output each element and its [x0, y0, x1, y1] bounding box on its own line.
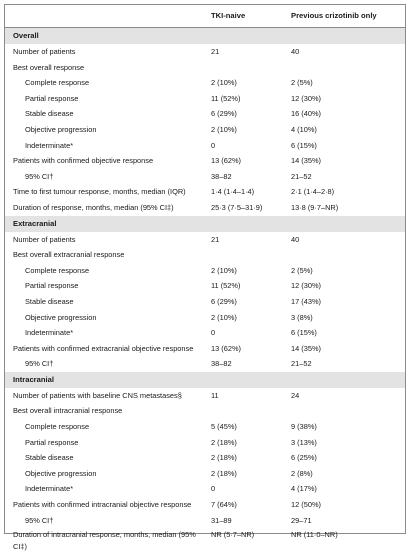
table-row	[5, 497, 405, 513]
row-label: Partial response	[25, 437, 79, 447]
cell-previous-crizotinib: 4 (10%)	[291, 124, 317, 134]
section-header-intracranial	[5, 372, 405, 388]
row-label: Objective progression	[25, 312, 97, 322]
table-row	[5, 184, 405, 200]
cell-previous-crizotinib: 2 (8%)	[291, 468, 313, 478]
row-label: Complete response	[25, 265, 90, 275]
table-body	[5, 28, 405, 554]
table-row	[5, 106, 405, 122]
cell-tki-naive: 6 (29%)	[211, 109, 237, 119]
table-row	[5, 419, 405, 435]
cell-tki-naive: 21	[211, 234, 220, 244]
row-label: Indeterminate*	[25, 140, 74, 150]
table-row	[5, 356, 405, 372]
cell-tki-naive: 1·4 (1·4–1·4)	[211, 187, 255, 197]
cell-tki-naive: 6 (29%)	[211, 296, 237, 306]
cell-previous-crizotinib: 21–52	[291, 359, 312, 369]
cell-previous-crizotinib: 29–71	[291, 515, 312, 525]
cell-previous-crizotinib: 12 (30%)	[291, 93, 321, 103]
table-row	[5, 513, 405, 529]
table-row	[5, 122, 405, 138]
row-label: Time to first tumour response, months, median (IQR)	[13, 187, 186, 197]
table-row	[5, 278, 405, 294]
row-label: Stable disease	[25, 296, 74, 306]
cell-tki-naive: 7 (64%)	[211, 500, 237, 510]
cell-tki-naive: 25·3 (7·5–31·9)	[211, 202, 263, 212]
table-row	[5, 435, 405, 451]
cell-tki-naive: 0	[211, 328, 216, 338]
table-row	[5, 294, 405, 310]
table-row	[5, 388, 405, 404]
row-label: Partial response	[25, 281, 79, 291]
cell-previous-crizotinib: NR (11·0–NR)	[291, 530, 338, 540]
table-row	[5, 153, 405, 169]
cell-tki-naive: 5 (45%)	[211, 422, 237, 432]
cell-tki-naive: 11	[211, 390, 219, 400]
cell-previous-crizotinib: 13·8 (9·7–NR)	[291, 202, 339, 212]
cell-tki-naive: 2 (18%)	[211, 453, 237, 463]
cell-previous-crizotinib: 6 (25%)	[291, 453, 317, 463]
table-row	[5, 232, 405, 248]
row-label: 95% CI†	[25, 359, 54, 369]
cell-previous-crizotinib: 9 (38%)	[291, 422, 317, 432]
row-label: Patients with confirmed intracranial objective response	[13, 500, 192, 510]
table-row	[5, 138, 405, 154]
row-label: Number of patients	[13, 47, 76, 56]
cell-tki-naive: 0	[211, 484, 216, 494]
row-label: Best overall response	[13, 62, 85, 72]
section-title: Intracranial	[13, 374, 54, 384]
cell-previous-crizotinib: 40	[291, 234, 300, 244]
cell-tki-naive: 2 (10%)	[211, 265, 237, 275]
cell-previous-crizotinib: 3 (13%)	[291, 437, 317, 447]
cell-tki-naive: 2 (10%)	[211, 78, 237, 88]
table-row	[5, 325, 405, 341]
row-label: Complete response	[25, 78, 90, 88]
table-row	[5, 169, 405, 185]
cell-tki-naive: NR (5·7–NR)	[211, 530, 255, 540]
results-table	[4, 4, 406, 552]
row-label: Objective progression	[25, 124, 97, 134]
row-label: 95% CI†	[25, 171, 54, 181]
table-row	[5, 60, 405, 76]
cell-tki-naive: 38–82	[211, 359, 232, 369]
table-row	[5, 450, 405, 466]
cell-previous-crizotinib: 14 (35%)	[291, 343, 321, 353]
cell-tki-naive: 2 (18%)	[211, 468, 237, 478]
cell-previous-crizotinib: 17 (43%)	[291, 296, 321, 306]
cell-previous-crizotinib: 2·1 (1·4–2·8)	[291, 187, 335, 197]
table-header	[5, 5, 405, 28]
cell-tki-naive: 13 (62%)	[211, 343, 241, 353]
table-row	[5, 310, 405, 326]
row-label: Number of patients	[13, 234, 76, 244]
row-label: Objective progression	[25, 468, 97, 478]
section-header-extracranial	[5, 216, 405, 232]
cell-previous-crizotinib: 6 (15%)	[291, 328, 317, 338]
cell-previous-crizotinib: 2 (5%)	[291, 265, 313, 275]
section-header-overall	[5, 28, 405, 44]
header-col-previous-crizotinib: Previous crizotinib only	[291, 11, 377, 20]
cell-tki-naive: 11 (52%)	[211, 281, 241, 291]
table-row	[5, 263, 405, 279]
row-label: Number of patients with baseline CNS metastases§	[13, 390, 182, 400]
row-label: Complete response	[25, 422, 90, 432]
table-row	[5, 200, 405, 216]
row-label: Indeterminate*	[25, 484, 74, 494]
row-label: Patients with confirmed objective response	[13, 156, 154, 166]
cell-previous-crizotinib: 40	[291, 47, 300, 56]
header-col-tki-naive: TKI-naive	[211, 11, 246, 20]
cell-tki-naive: 2 (10%)	[211, 312, 237, 322]
table-row	[5, 75, 405, 91]
cell-previous-crizotinib: 6 (15%)	[291, 140, 317, 150]
row-label: Duration of intracranial response, months, median (95% CI‡)	[13, 530, 196, 552]
cell-previous-crizotinib: 21–52	[291, 171, 312, 181]
cell-previous-crizotinib: 14 (35%)	[291, 156, 321, 166]
table-row	[5, 403, 405, 419]
cell-previous-crizotinib: 12 (50%)	[291, 500, 321, 510]
table-row	[5, 481, 405, 497]
cell-previous-crizotinib: 12 (30%)	[291, 281, 321, 291]
row-label: Best overall extracranial response	[13, 250, 125, 260]
table-row	[5, 91, 405, 107]
cell-previous-crizotinib: 24	[291, 390, 300, 400]
table-row	[5, 341, 405, 357]
cell-tki-naive: 11 (52%)	[211, 93, 241, 103]
table-row	[5, 247, 405, 263]
row-label: Stable disease	[25, 109, 74, 119]
row-label: Patients with confirmed extracranial objective response	[13, 343, 194, 353]
row-label: Stable disease	[25, 453, 74, 463]
cell-tki-naive: 2 (18%)	[211, 437, 237, 447]
row-label: Best overall intracranial response	[13, 406, 123, 416]
cell-tki-naive: 21	[211, 47, 220, 56]
cell-tki-naive: 13 (62%)	[211, 156, 241, 166]
row-label: Duration of response, months, median (95% CI‡)	[13, 202, 174, 212]
cell-previous-crizotinib: 3 (8%)	[291, 312, 313, 322]
table-row	[5, 466, 405, 482]
cell-tki-naive: 0	[211, 140, 216, 150]
cell-previous-crizotinib: 16 (40%)	[291, 109, 321, 119]
cell-previous-crizotinib: 4 (17%)	[291, 484, 317, 494]
row-label: 95% CI†	[25, 515, 54, 525]
cell-tki-naive: 2 (10%)	[211, 124, 237, 134]
row-label: Indeterminate*	[25, 328, 74, 338]
section-title: Overall	[13, 31, 39, 40]
table-row	[5, 528, 405, 554]
cell-tki-naive: 31–89	[211, 515, 232, 525]
row-label: Partial response	[25, 93, 79, 103]
cell-tki-naive: 38–82	[211, 171, 232, 181]
section-title: Extracranial	[13, 218, 57, 228]
cell-previous-crizotinib: 2 (5%)	[291, 78, 313, 88]
table-row	[5, 44, 405, 60]
